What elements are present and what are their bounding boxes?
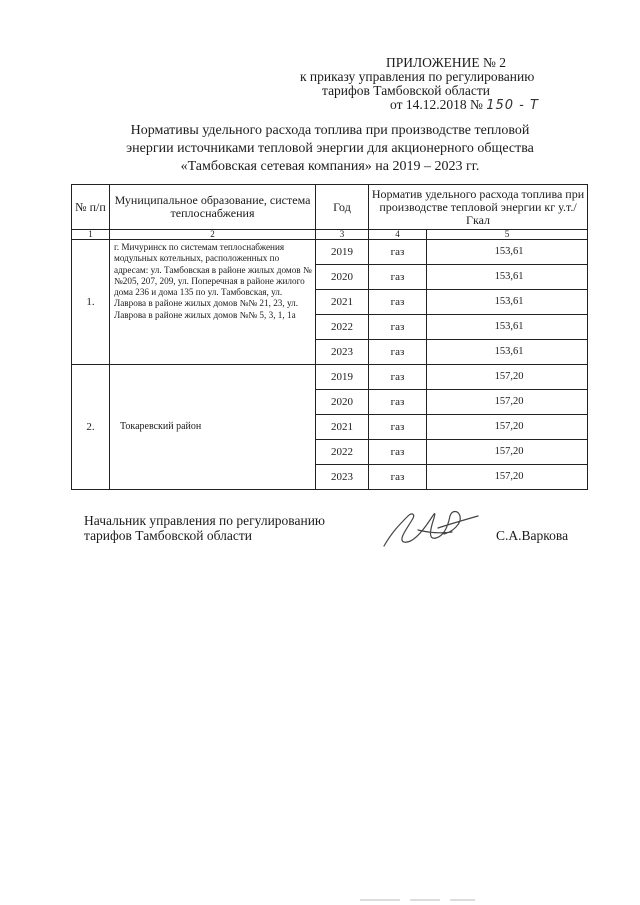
title-line-3: «Тамбовская сетевая компания» на 2019 – 2023 гг.: [180, 159, 480, 174]
fuel-cell: газ: [369, 440, 427, 465]
fuel-cell: газ: [369, 390, 427, 415]
municipality-cell: Токаревский район: [110, 365, 316, 490]
document-title: [90, 122, 570, 176]
year-cell: 2020: [316, 265, 369, 290]
fuel-cell: газ: [369, 315, 427, 340]
appendix-date-line: [300, 98, 600, 113]
header-norm: Норматив удельного расхода топлива при производстве тепловой энергии кг у.т./Гкал: [369, 185, 588, 230]
appendix-authority: тарифов Тамбовской области: [322, 83, 490, 98]
fuel-cell: газ: [369, 415, 427, 440]
signatory-title-line-1: Начальник управления по регулированию: [84, 513, 326, 528]
fuel-cell: газ: [369, 290, 427, 315]
col-index-1: 1: [72, 230, 110, 240]
norm-value-cell: 153,61: [427, 240, 588, 265]
col-index-3: 3: [316, 230, 369, 240]
year-cell: 2022: [316, 440, 369, 465]
norm-value-cell: 157,20: [427, 365, 588, 390]
column-index-row: [72, 230, 588, 240]
order-number-handwritten: 150 - Т: [486, 98, 539, 113]
norm-value-cell: 153,61: [427, 265, 588, 290]
table-header-row: [72, 185, 588, 230]
year-cell: 2023: [316, 340, 369, 365]
title-line-1: Нормативы удельного расхода топлива при производстве тепловой: [130, 123, 530, 138]
row-number: 1.: [72, 240, 110, 365]
norm-value-cell: 157,20: [427, 415, 588, 440]
header-municipality: Муниципальное образование, система теплоснабжения: [110, 185, 316, 230]
fuel-cell: газ: [369, 365, 427, 390]
fuel-cell: газ: [369, 340, 427, 365]
norm-value-cell: 153,61: [427, 340, 588, 365]
header-year: Год: [316, 185, 369, 230]
norms-table: [71, 184, 588, 490]
appendix-date: от 14.12.2018 №: [390, 97, 483, 112]
table-row: [72, 240, 588, 265]
fuel-cell: газ: [369, 265, 427, 290]
year-cell: 2023: [316, 465, 369, 490]
year-cell: 2021: [316, 415, 369, 440]
col-index-2: 2: [110, 230, 316, 240]
header-num: № п/п: [72, 185, 110, 230]
title-line-2: энергии источниками тепловой энергии для акционерного общества: [126, 141, 534, 156]
year-cell: 2020: [316, 390, 369, 415]
handwritten-signature: [378, 502, 488, 552]
signatory-title-line-2: тарифов Тамбовской области: [84, 528, 252, 543]
year-cell: 2019: [316, 240, 369, 265]
table-row: [72, 365, 588, 390]
norm-value-cell: 157,20: [427, 465, 588, 490]
appendix-order-ref: к приказу управления по регулированию: [300, 69, 535, 84]
year-cell: 2022: [316, 315, 369, 340]
signatory-name: С.А.Варкова: [496, 528, 569, 543]
appendix-number: ПРИЛОЖЕНИЕ № 2: [386, 55, 507, 70]
norm-value-cell: 157,20: [427, 440, 588, 465]
signatory-title: [84, 513, 325, 543]
fuel-cell: газ: [369, 240, 427, 265]
row-number: 2.: [72, 365, 110, 490]
year-cell: 2021: [316, 290, 369, 315]
municipality-cell: г. Мичуринск по системам теплоснабжения модульных котельных, расположенных по адресам: ул. Тамбовская в районе жилых домов №№205, 207, 209, ул. Поперечная в районе жилого дома 236 и дома 135 по ул. Тамбовская, ул. Лаврова в районе жилых домов №№ 21, 23, ул. Лаврова в районе жилых домов №№ 5, 3, 1, 1а: [110, 240, 316, 365]
appendix-header: [300, 56, 600, 113]
norm-value-cell: 157,20: [427, 390, 588, 415]
col-index-5: 5: [427, 230, 588, 240]
col-index-4: 4: [369, 230, 427, 240]
norm-value-cell: 153,61: [427, 290, 588, 315]
scan-artifact: [300, 897, 500, 903]
norm-value-cell: 153,61: [427, 315, 588, 340]
fuel-cell: газ: [369, 465, 427, 490]
year-cell: 2019: [316, 365, 369, 390]
